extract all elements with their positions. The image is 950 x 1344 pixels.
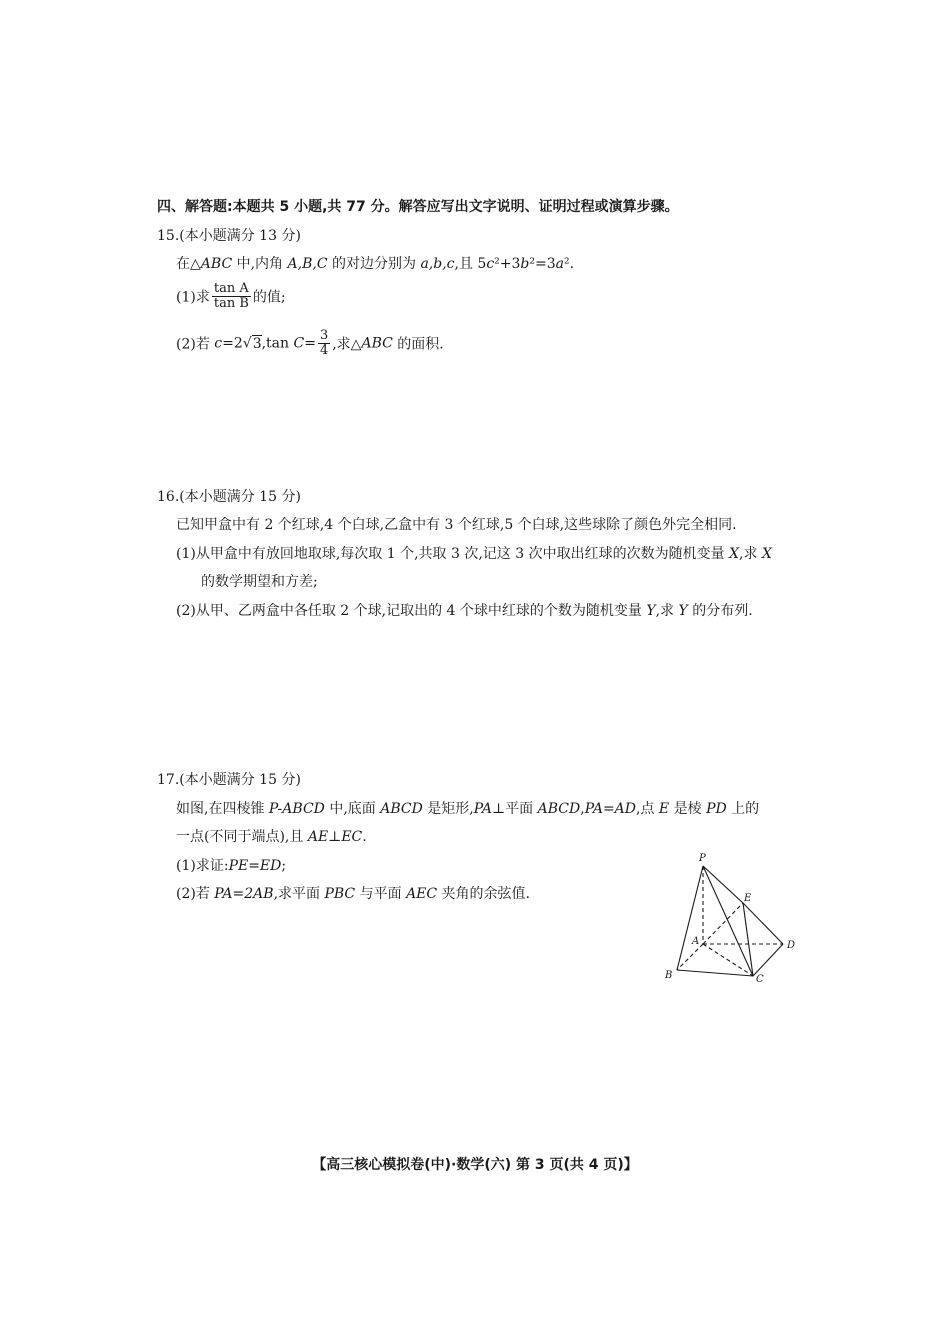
q15-header: 15.(本小题满分 13 分)	[157, 228, 301, 244]
edge-pe	[703, 866, 743, 903]
q15-part1: (1)求 $\frac{\text{tan A}}{\text{tan B}}$ 的值;	[176, 281, 286, 311]
pyramid-figure	[655, 848, 805, 988]
edge-bc	[677, 970, 753, 976]
label-b: B	[665, 970, 673, 981]
label-d: D	[787, 940, 796, 951]
section-heading: 四、解答题:本题共 5 小题,共 77 分。解答应写出文字说明、证明过程或演算步骤。	[157, 199, 679, 215]
edge-ab-hidden	[677, 944, 703, 970]
q17-header: 17.(本小题满分 15 分)	[157, 772, 301, 788]
label-c: C	[756, 974, 764, 985]
edge-ed	[743, 903, 783, 944]
q15-part2: (2)若 c=2√3,tan C= $\frac{3}{4}$ ,求△ABC 的面积.	[176, 328, 444, 358]
three-quarters-fraction: $\frac{3}{4}$	[319, 328, 329, 358]
tan-ratio-fraction: $\frac{\text{tan A}}{\text{tan B}}$	[213, 281, 249, 311]
q17-part2: (2)若 PA=2AB,求平面 PBC 与平面 AEC 夹角的余弦值.	[176, 886, 531, 902]
q17-part1: (1)求证:PE=ED;	[176, 858, 287, 874]
edge-pb	[677, 866, 703, 970]
edge-cd	[753, 944, 783, 976]
q16-part2: (2)从甲、乙两盒中各任取 2 个球,记取出的 4 个球中红球的个数为随机变量 Y,求 Y 的分布列.	[176, 603, 753, 619]
q15-stem: 在△ABC 中,内角 A,B,C 的对边分别为 a,b,c,且 5c²+3b²=3a².	[176, 256, 575, 272]
q16-header: 16.(本小题满分 15 分)	[157, 489, 301, 505]
q17-stem-line2: 一点(不同于端点),且 AE⊥EC.	[176, 829, 367, 845]
page-footer: 【高三核心模拟卷(中)·数学(六) 第 3 页(共 4 页)】	[312, 1157, 638, 1173]
q16-stem: 已知甲盒中有 2 个红球,4 个白球,乙盒中有 3 个红球,5 个白球,这些球除了颜色外完全相同.	[176, 517, 737, 533]
label-a: A	[692, 936, 700, 947]
q17-stem-line1: 如图,在四棱锥 P-ABCD 中,底面 ABCD 是矩形,PA⊥平面 ABCD,PA=AD,点 E 是棱 PD 上的	[176, 801, 760, 817]
q16-part1-line2: 的数学期望和方差;	[201, 574, 318, 590]
q16-part1-line1: (1)从甲盒中有放回地取球,每次取 1 个,共取 3 次,记这 3 次中取出红球的次数为随机变量 X,求 X	[176, 546, 772, 562]
label-p: P	[699, 853, 706, 864]
label-e: E	[744, 893, 752, 904]
